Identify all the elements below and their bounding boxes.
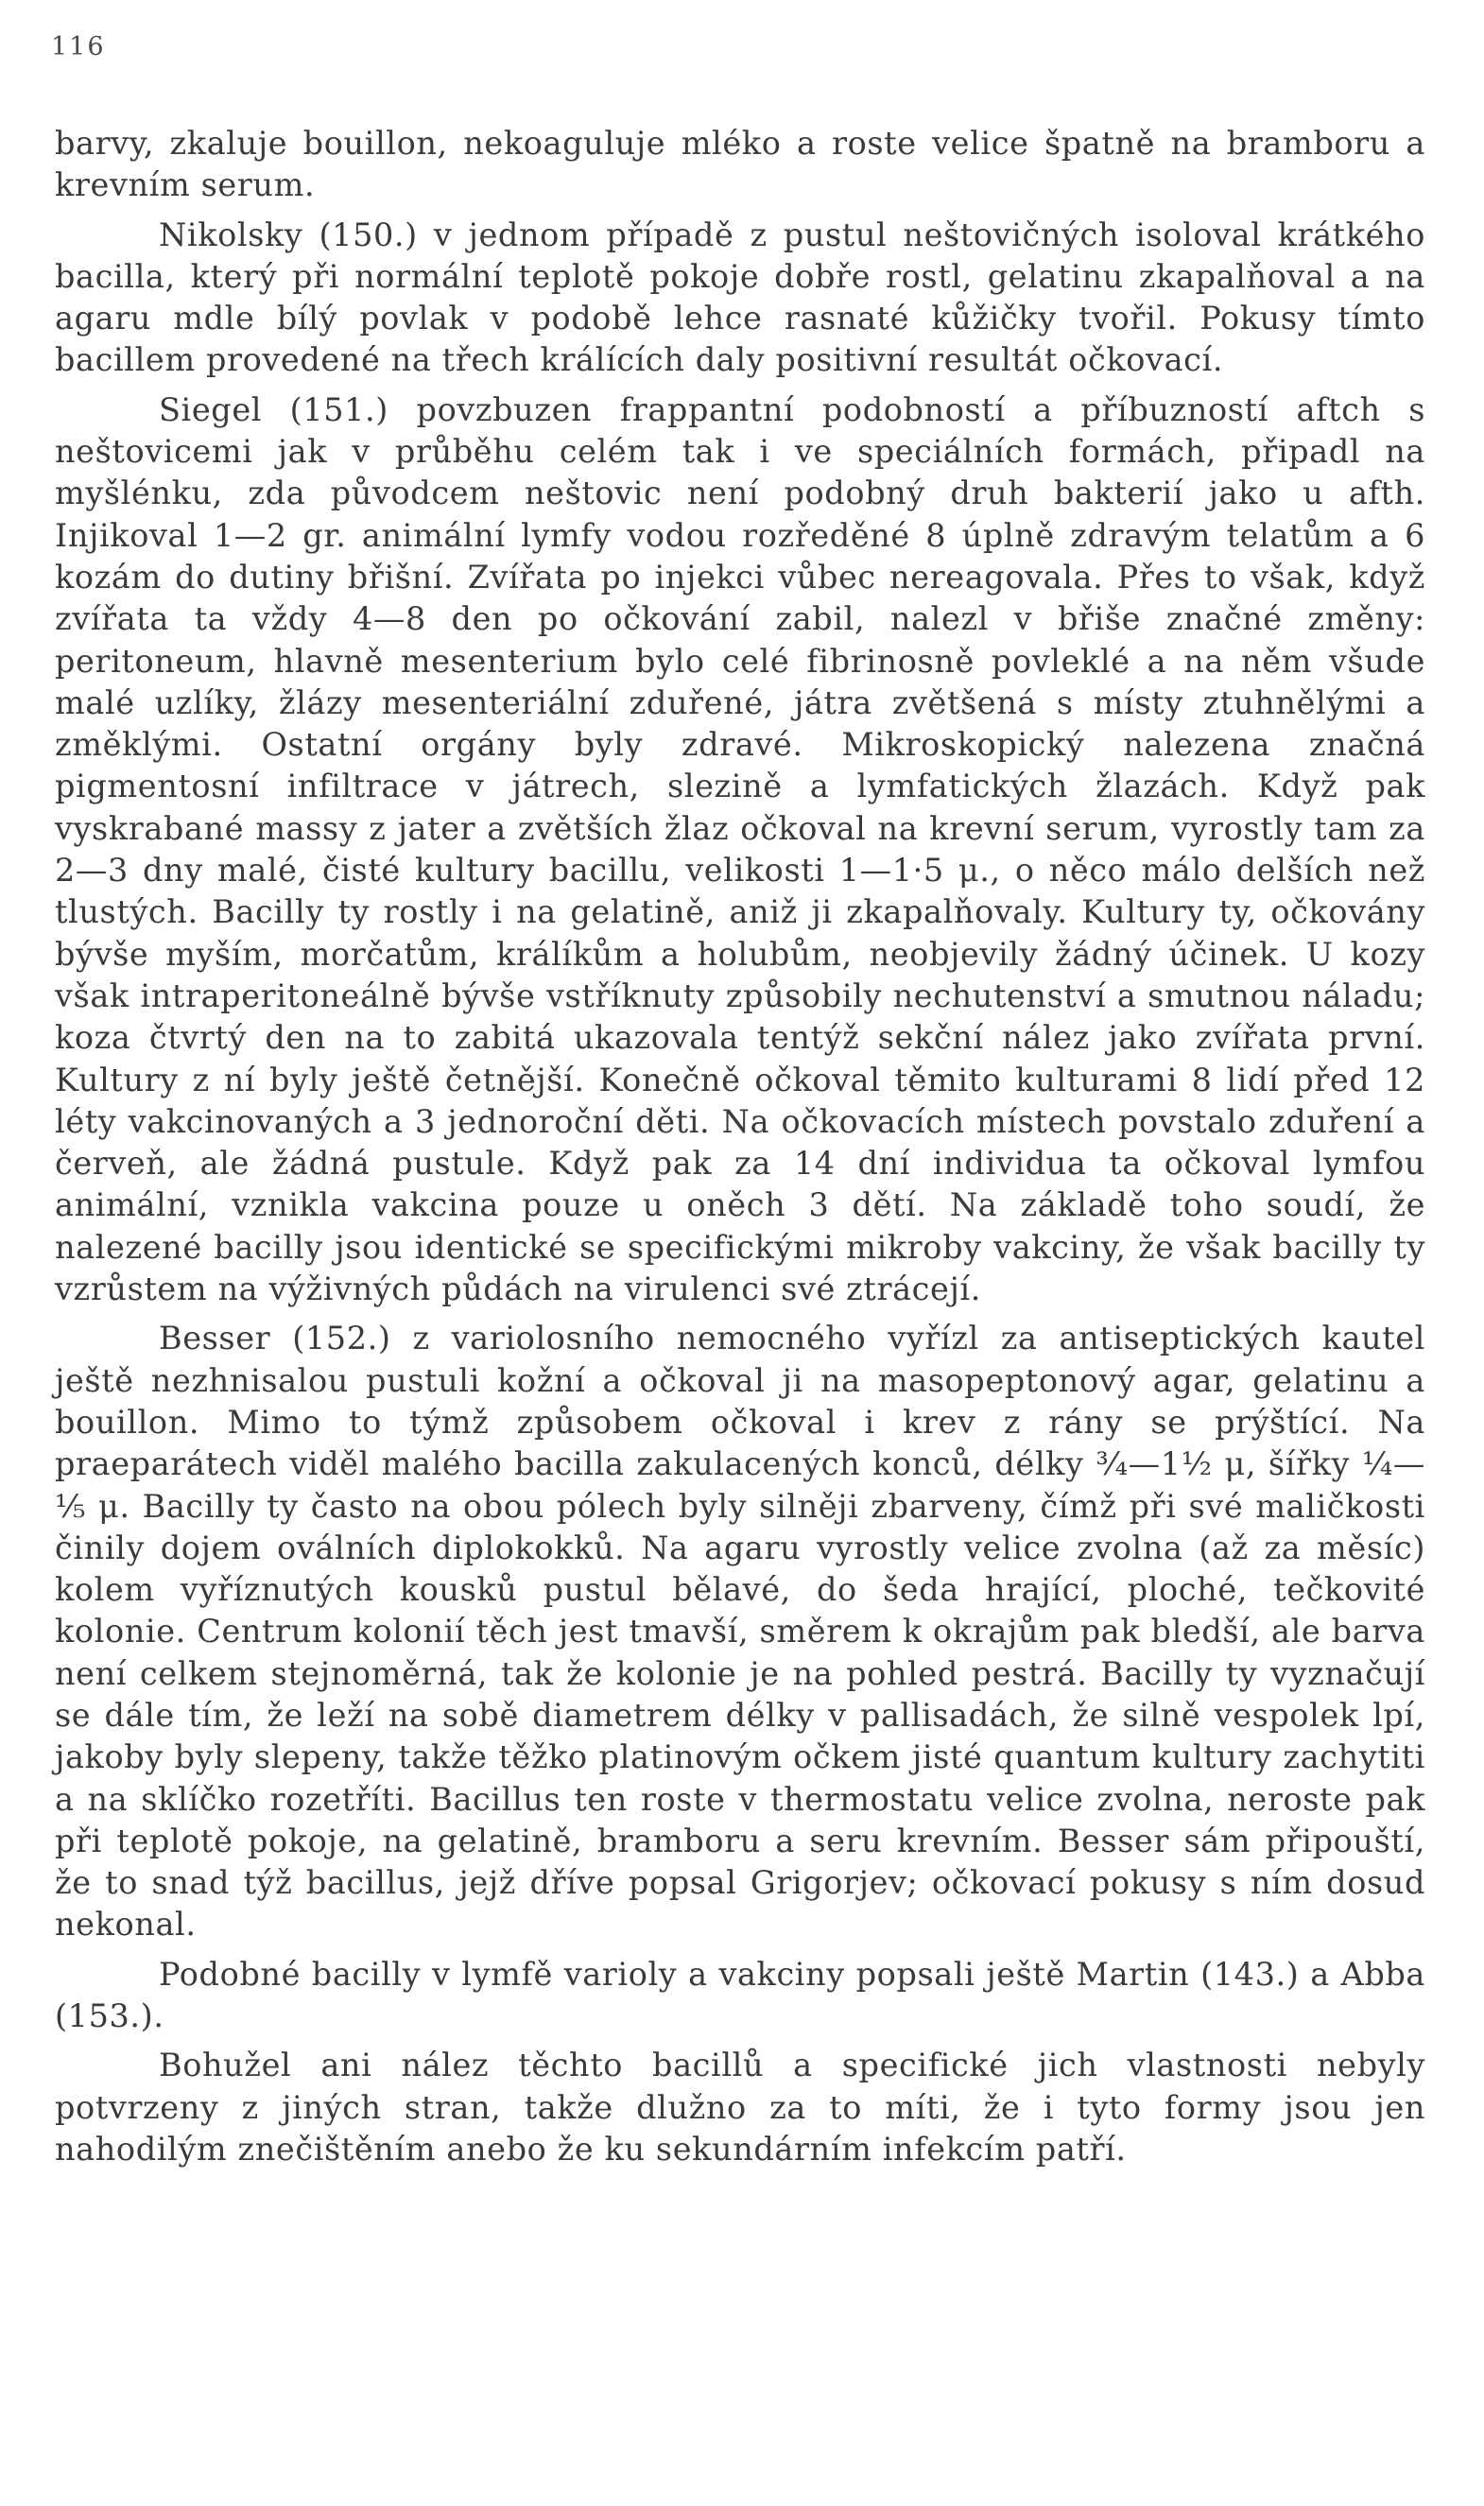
- paragraph: Siegel (151.) povzbuzen frappantní podobností a příbuzností aftch s neštovicemi jak v průběhu celém tak i ve speciálních formách, připadl na myšlénku, zda původcem neštovic není podobný druh bakterií jako u afth. Injikoval 1—2 gr. animální lymfy vodou rozředěné 8 úplně zdravým telatům a 6 kozám do dutiny břišní. Zvířata po injekci vůbec nereagovala. Přes to však, když zvířata ta vždy 4—8 den po očkování zabil, nalezl v břiše značné změny: peritoneum, hlavně mesenterium bylo celé fibrinosně povleklé a na něm všude malé uzlíky, žlázy mesenteriální zduřené, játra zvětšená s místy ztuhnělými a změklými. Ostatní orgány byly zdravé. Mikroskopický nalezena značná pigmentosní infiltrace v játrech, slezině a lymfatických žlazách. Když pak vyskrabané massy z jater a zvětších žlaz očkoval na krevní serum, vyrostly tam za 2—3 dny malé, čisté kultury bacillu, velikosti 1—1·5 μ., o něco málo delších než tlustých. Bacilly ty rostly i na gelatině, aniž ji zkapalňovaly. Kultury ty, očkovány bývše myším, morčatům, králíkům a holubům, neobjevily žádný účinek. U kozy však intraperitoneálně bývše vstříknuty způsobily nechutenství a smutnou náladu; koza čtvrtý den na to zabitá ukazovala tentýž sekční nález jako zvířata první. Kultury z ní byly ještě četnější. Konečně očkoval těmito kulturami 8 lidí před 12 léty vakcinovaných a 3 jednoroční děti. Na očkovacích místech povstalo zduření a červeň, ale žádná pustule. Když pak za 14 dní individua ta očkoval lymfou animální, vznikla vakcina pouze u oněch 3 dětí. Na základě toho soudí, že nalezené bacilly jsou identické se specifickými mikroby vakciny, že však bacilly ty vzrůstem na výživných půdách na virulenci své ztrácejí.: [55, 390, 1425, 1308]
- page-number: 116: [51, 32, 106, 61]
- paragraph: Nikolsky (150.) v jednom případě z pustul neštovičných isoloval krátkého bacilla, který při normální teplotě pokoje dobře rostl, gelatinu zkapalňoval a na agaru mdle bílý povlak v podobě lehce rasnaté kůžičky tvořil. Pokusy tímto bacillem provedené na třech králících daly positivní resultát očkovací.: [55, 216, 1425, 379]
- paragraph: Bohužel ani nález těchto bacillů a specifické jich vlastnosti nebyly potvrzeny z jiných stran, takže dlužno za to míti, že i tyto formy jsou jen nahodilým znečištěním anebo že ku sekundárním infekcím patří.: [55, 2047, 1425, 2168]
- paragraph: Besser (152.) z variolosního nemocného vyřízl za antiseptických kautel ještě nezhnisalou pustuli kožní a očkoval ji na masopeptonový agar, gelatinu a bouillon. Mimo to týmž způsobem očkoval i krev z rány se prýštící. Na praeparátech viděl malého bacilla zakulacených konců, délky ³⁄₄—1½ μ, šířky ¼—⅕ μ. Bacilly ty často na obou pólech byly silněji zbarveny, čímž při své maličkosti činily dojem oválních diplokokků. Na agaru vyrostly velice zvolna (až za měsíc) kolem vyříznutých kousků pustul bělavé, do šeda hrající, ploché, tečkovité kolonie. Centrum kolonií těch jest tmavší, směrem k okrajům pak bledší, ale barva není celkem stejnoměrná, tak že kolonie je na pohled pestrá. Bacilly ty vyznačují se dále tím, že leží na sobě diametrem délky v pallisadách, že silně vespolek lpí, jakoby byly slepeny, takže těžko platinovým očkem jisté quantum kultury zachytiti a na sklíčko rozetříti. Bacillus ten roste v thermostatu velice zvolna, neroste pak při teplotě pokoje, na gelatině, bramboru a seru krevním. Besser sám připouští, že to snad týž bacillus, jejž dříve popsal Grigorjev; očkovací pokusy s ním dosud nekonal.: [55, 1320, 1425, 1944]
- paragraph: barvy, zkaluje bouillon, nekoaguluje mléko a roste velice špatně na bramboru a krevním serum.: [55, 125, 1425, 204]
- body-text: [55, 123, 1425, 2170]
- paragraph: Podobné bacilly v lymfě varioly a vakciny popsali ještě Martin (143.) a Abba (153.).: [55, 1955, 1425, 2035]
